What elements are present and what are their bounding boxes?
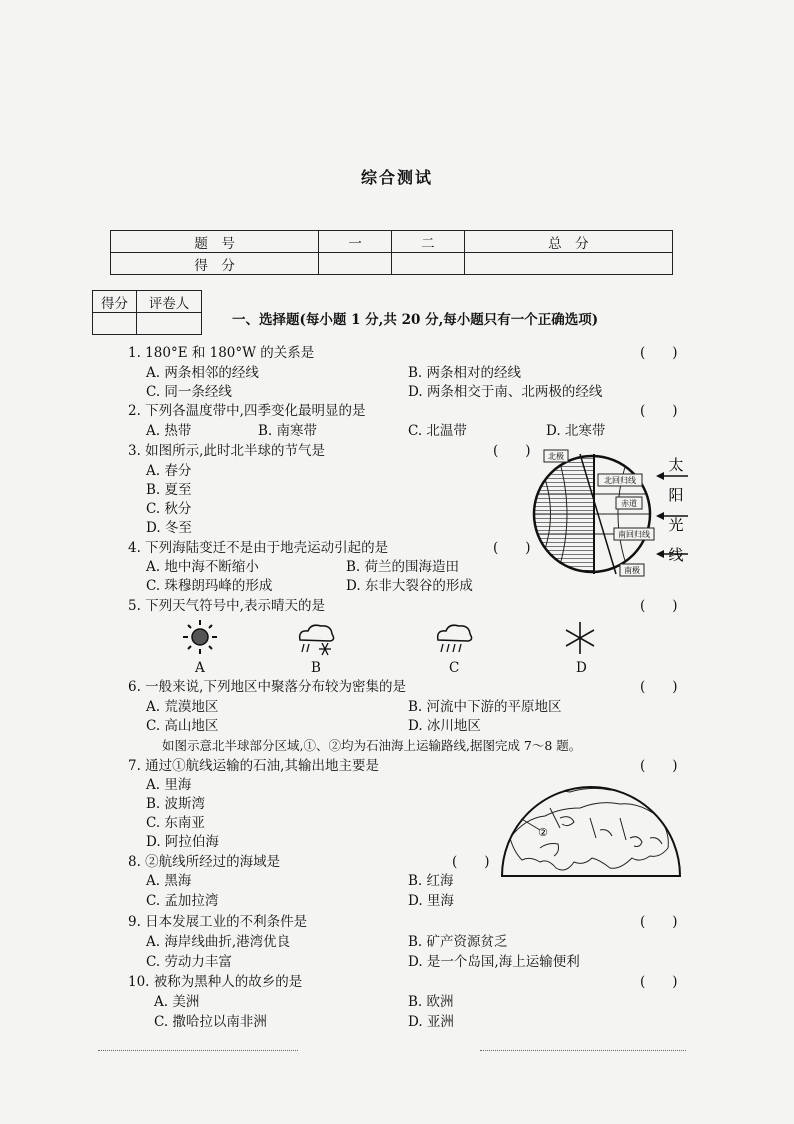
answer-blank[interactable]: ( ) <box>640 914 678 930</box>
label-tropic-cancer: 北回归线 <box>604 476 636 485</box>
question-stem: 3. 如图所示,此时北半球的节气是 <box>128 443 325 459</box>
page-title: 综合测试 <box>360 168 433 187</box>
grader-score-label: 得分 <box>93 291 137 313</box>
question-stem: 7. 通过①航线运输的石油,其输出地主要是 <box>128 758 379 774</box>
score-header-part1: 一 <box>319 231 392 253</box>
option[interactable]: A. 里海 <box>146 777 192 793</box>
question-stem: 5. 下列天气符号中,表示晴天的是 <box>128 598 325 614</box>
snow-symbol-icon[interactable] <box>562 620 598 656</box>
answer-blank[interactable]: ( ) <box>640 403 678 419</box>
section-heading: 一、选择题(每小题 1 分,共 20 分,每小题只有一个正确选项) <box>232 312 599 328</box>
score-header-number: 题 号 <box>111 231 319 253</box>
option[interactable]: D. 北寒带 <box>546 423 606 439</box>
score-cell-total[interactable] <box>464 253 672 275</box>
score-table <box>110 230 673 275</box>
option[interactable]: C. 高山地区 <box>146 718 219 734</box>
option[interactable]: C. 撒哈拉以南非洲 <box>154 1014 267 1030</box>
rain-symbol-icon[interactable] <box>432 622 476 658</box>
sunlight-char-4: 线 <box>668 546 684 564</box>
option-label: B <box>311 660 321 676</box>
option[interactable]: A. 黑海 <box>146 873 192 889</box>
label-tropic-capricorn: 南回归线 <box>618 530 650 539</box>
sunlight-char-3: 光 <box>668 516 684 534</box>
option[interactable]: B. 红海 <box>408 873 454 889</box>
option[interactable]: D. 是一个岛国,海上运输便利 <box>408 954 580 970</box>
question-stem: 10. 被称为黑种人的故乡的是 <box>128 974 303 990</box>
option[interactable]: D. 东非大裂谷的形成 <box>346 578 473 594</box>
score-header-total: 总 分 <box>464 231 672 253</box>
option[interactable]: D. 里海 <box>408 893 454 909</box>
option[interactable]: C. 东南亚 <box>146 815 205 831</box>
option[interactable]: B. 南寒带 <box>258 423 318 439</box>
answer-blank[interactable]: ( ) <box>640 345 678 361</box>
option[interactable]: A. 地中海不断缩小 <box>146 559 259 575</box>
northern-hemisphere-map <box>500 778 682 878</box>
option-label: A <box>195 660 205 676</box>
option[interactable]: B. 波斯湾 <box>146 796 206 812</box>
option[interactable]: B. 荷兰的围海造田 <box>346 559 460 575</box>
answer-blank[interactable]: ( ) <box>640 758 678 774</box>
answer-blank[interactable]: ( ) <box>640 679 678 695</box>
grader-score-cell[interactable] <box>93 313 137 335</box>
question-stem: 9. 日本发展工业的不利条件是 <box>128 914 308 930</box>
footer-divider-right <box>480 1050 686 1051</box>
question-stem: 2. 下列各温度带中,四季变化最明显的是 <box>128 403 366 419</box>
score-cell-part2[interactable] <box>391 253 464 275</box>
sleet-symbol-icon[interactable] <box>294 622 338 658</box>
option[interactable]: A. 荒漠地区 <box>146 699 219 715</box>
option[interactable]: A. 热带 <box>146 423 192 439</box>
option[interactable]: D. 阿拉伯海 <box>146 834 219 850</box>
answer-blank[interactable]: ( ) <box>493 443 531 459</box>
option[interactable]: C. 北温带 <box>408 423 467 439</box>
answer-blank[interactable]: ( ) <box>493 540 531 556</box>
label-south-pole: 南极 <box>624 566 640 575</box>
option[interactable]: A. 春分 <box>146 463 192 479</box>
option[interactable]: C. 劳动力丰富 <box>146 954 232 970</box>
answer-blank[interactable]: ( ) <box>452 854 490 870</box>
footer-divider-left <box>98 1050 298 1051</box>
option[interactable]: A. 两条相邻的经线 <box>146 365 259 381</box>
option[interactable]: B. 夏至 <box>146 482 192 498</box>
option[interactable]: A. 海岸线曲折,港湾优良 <box>146 934 291 950</box>
label-north-pole: 北极 <box>548 452 564 461</box>
grader-name-label: 评卷人 <box>136 291 201 313</box>
option[interactable]: D. 冰川地区 <box>408 718 481 734</box>
score-cell-part1[interactable] <box>319 253 392 275</box>
option[interactable]: D. 亚洲 <box>408 1014 454 1030</box>
option[interactable]: B. 河流中下游的平原地区 <box>408 699 562 715</box>
route-2-label: ② <box>538 826 548 839</box>
option[interactable]: C. 同一条经线 <box>146 384 232 400</box>
option[interactable]: A. 美洲 <box>154 994 200 1010</box>
grader-box <box>92 290 202 335</box>
label-equator: 赤道 <box>621 499 637 508</box>
map-intro: 如图示意北半球部分区域,①、②均为石油海上运输路线,据图完成 7～8 题。 <box>162 738 582 753</box>
option[interactable]: D. 冬至 <box>146 520 192 536</box>
option-label: D <box>576 660 587 676</box>
answer-blank[interactable]: ( ) <box>640 598 678 614</box>
score-header-part2: 二 <box>391 231 464 253</box>
option[interactable]: B. 欧洲 <box>408 994 454 1010</box>
question-stem: 1. 180°E 和 180°W 的关系是 <box>128 345 315 361</box>
option[interactable]: B. 矿产资源贫乏 <box>408 934 508 950</box>
option[interactable]: B. 两条相对的经线 <box>408 365 522 381</box>
option[interactable]: D. 两条相交于南、北两极的经线 <box>408 384 603 400</box>
question-stem: 4. 下列海陆变迁不是由于地壳运动引起的是 <box>128 540 389 556</box>
option[interactable]: C. 珠穆朗玛峰的形成 <box>146 578 273 594</box>
grader-name-cell[interactable] <box>136 313 201 335</box>
sun-symbol-icon[interactable] <box>178 618 222 658</box>
sunlight-char-2: 阳 <box>668 486 684 504</box>
question-stem: 8. ②航线所经过的海域是 <box>128 854 281 870</box>
sunlight-char-1: 太 <box>668 456 684 474</box>
option[interactable]: C. 孟加拉湾 <box>146 893 219 909</box>
globe-figure <box>528 446 694 582</box>
answer-blank[interactable]: ( ) <box>640 974 678 990</box>
option[interactable]: C. 秋分 <box>146 501 192 517</box>
option-label: C <box>449 660 460 676</box>
score-row-label: 得 分 <box>111 253 319 275</box>
question-stem: 6. 一般来说,下列地区中聚落分布较为密集的是 <box>128 679 406 695</box>
